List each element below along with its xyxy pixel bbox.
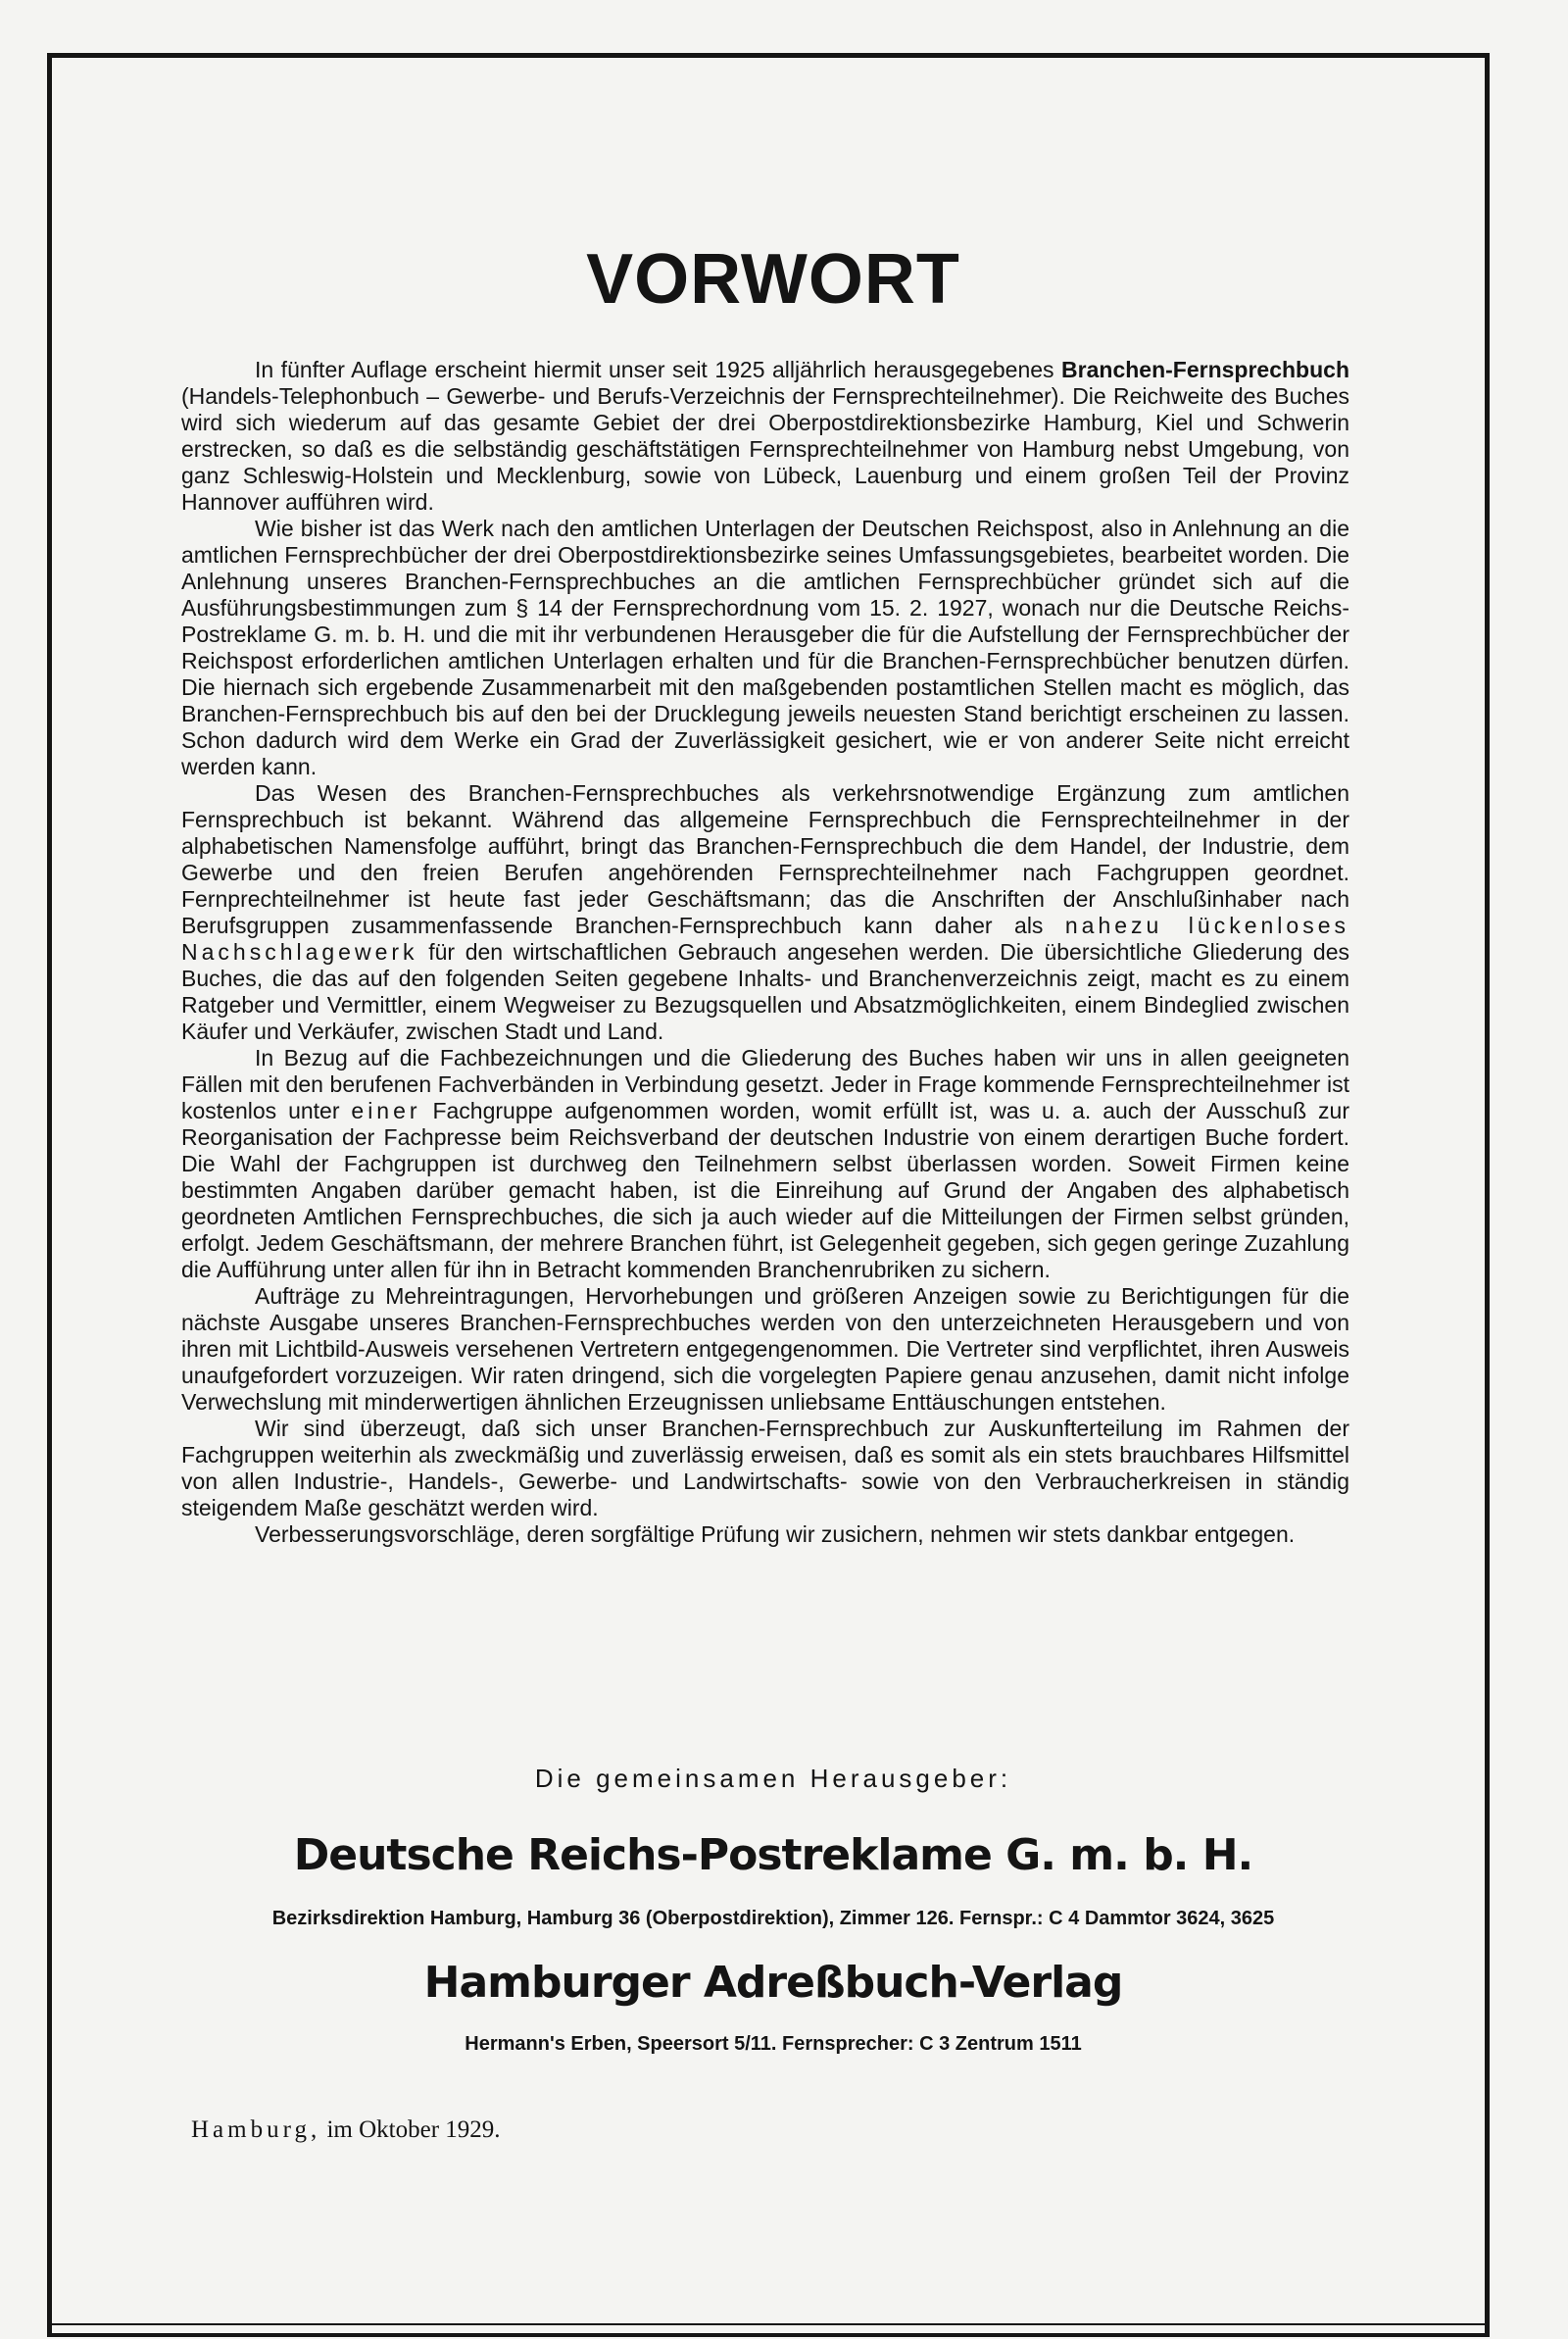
frame-rule-bottom [52,2333,1485,2337]
place-city: Hamburg, [191,2116,321,2143]
book-title-bold: Branchen-Fernsprechbuch [1061,357,1349,382]
paragraph-5: Aufträge zu Mehreintragungen, Hervorhebungen und größeren Anzeigen sowie zu Berichtigungen für die nächste Ausgabe unseres Branchen-Fernsprechbuches werden von den unterzeichneten Herausgebern und von ihren mit Lichtbild-Ausweis versehenen Vertretern entgegengenommen. Die Vertreter sind verpflichtet, ihren Ausweis unaufgefordert vorzuzeigen. Wir raten dringend, sich die vorgelegten Papiere genau anzusehen, damit nicht infolge Verwechslung mit minderwertigen ähnlichen Erzeugnissen unliebsame Enttäuschungen entstehen. [181,1283,1349,1415]
publisher-2-address: Hermann's Erben, Speersort 5/11. Fernsprecher: C 3 Zentrum 1511 [465,2033,1082,2055]
paragraph-3: Das Wesen des Branchen-Fernsprechbuches als verkehrsnotwendige Ergänzung zum amtlichen Fernsprechbuch ist bekannt. Während das allgemeine Fernsprechbuch die Fernsprechteilnehmer in der alphabetischen Namensfolge aufführt, bringt das Branchen-Fernsprechbuch die dem Handel, der Industrie, dem Gewerbe und den freien Berufen angehörenden Fernsprechteilnehmer nach Fachgruppen geordnet. Fernprechteilnehmer ist heute fast jeder Geschäftsmann; das die Anschriften der Anschlußinhaber nach Berufsgruppen zusammenfassende Branchen-Fernsprechbuch kann daher als nahezu lückenloses Nachschlagewerk für den wirtschaftlichen Gebrauch angesehen werden. Die übersichtliche Gliederung des Buches, die das auf den folgenden Seiten gegebene Inhalts- und Branchenverzeichnis zeigt, macht es zu einem Ratgeber und Vermittler, einem Wegweiser zu Bezugsquellen und Absatzmöglichkeiten, einem Bindeglied zwischen Käufer und Verkäufer, zwischen Stadt und Land. [181,780,1349,1044]
closing-date: im Oktober 1929. [326,2116,501,2143]
paragraph-1: In fünfter Auflage erscheint hiermit unser seit 1925 alljährlich herausgegebenes Branchen-Fernsprechbuch (Handels-Telephonbuch – Gewerbe- und Berufs-Verzeichnis der Fernsprechteilnehmer). Die Reichweite des Buches wird sich wiederum auf das gesamte Gebiet der drei Oberpostdirektionsbezirke Hamburg, Kiel und Schwerin erstrecken, so daß es die selbständig geschäftstätigen Fernsprechteilnehmer von Hamburg nebst Umgebung, von ganz Schleswig-Holstein und Mecklenburg, sowie von Lübeck, Lauenburg und einem großen Teil der Provinz Hannover aufführen wird. [181,357,1349,515]
publisher-1-name: Deutsche Reichs-Postreklame G. m. b. H. [293,1830,1253,1880]
publisher-2-name: Hamburger Adreßbuch-Verlag [423,1958,1123,2008]
emphasis-spaced: einer [351,1098,421,1123]
page-frame [47,53,1490,2337]
publisher-1-address: Bezirksdirektion Hamburg, Hamburg 36 (Oberpostdirektion), Zimmer 126. Fernspr.: C 4 Dammtor 3624, 3625 [271,1908,1275,1929]
paragraph-7: Verbesserungsvorschläge, deren sorgfältige Prüfung wir zusichern, nehmen wir stets dankbar entgegen. [255,1521,1296,1547]
publishers-intro: Die gemeinsamen Herausgeber: [534,1764,1012,1793]
paragraph-6: Wir sind überzeugt, daß sich unser Branchen-Fernsprechbuch zur Auskunfterteilung im Rahmen der Fachgruppen weiterhin als zweckmäßig und zuverlässig erweisen, daß es somit als ein stets brauchbares Hilfsmittel von allen Industrie-, Handels-, Gewerbe- und Landwirtschafts- sowie von den Verbraucherkreisen in ständig steigendem Maße geschätzt werden wird. [181,1416,1349,1520]
paragraph-2: Wie bisher ist das Werk nach den amtlichen Unterlagen der Deutschen Reichspost, also in Anlehnung an die amtlichen Fernsprechbücher der drei Oberpostdirektionsbezirke seines Umfassungsgebietes, bearbeitet worden. Die Anlehnung unseres Branchen-Fernsprechbuches an die amtlichen Fernsprechbücher gründet sich auf die Ausführungsbestimmungen zum § 14 der Fernsprechordnung vom 15. 2. 1927, wonach nur die Deutsche Reichs-Postreklame G. m. b. H. und die mit ihr verbundenen Herausgeber die für die Aufstellung der Fernsprechbücher der Reichspost erforderlichen amtlichen Unterlagen erhalten und für die Branchen-Fernsprechbücher benutzen dürfen. Die hiernach sich ergebende Zusammenarbeit mit den maßgebenden postamtlichen Stellen macht es möglich, das Branchen-Fernsprechbuch bis auf den bei der Drucklegung jeweils neuesten Stand berichtigt erscheinen zu lassen. Schon dadurch wird dem Werke ein Grad der Zuverlässigkeit gesichert, wie er von anderer Seite nicht erreicht werden kann. [181,516,1349,779]
preface-body [181,357,1349,1548]
frame-rule-inner [52,2323,1485,2325]
emphasis-spaced: nahezu lückenloses Nachschlagewerk [181,913,1349,965]
page-title: VORWORT [586,240,960,319]
place-date [191,2116,501,2144]
paragraph-4: In Bezug auf die Fachbezeichnungen und die Gliederung des Buches haben wir uns in allen geeigneten Fällen mit den berufenen Fachverbänden in Verbindung gesetzt. Jeder in Frage kommende Fernsprechteilnehmer ist kostenlos unter einer Fachgruppe aufgenommen worden, womit erfüllt ist, was u. a. auch der Ausschuß zur Reorganisation der Fachpresse beim Reichsverband der deutschen Industrie von einem derartigen Buche fordert. Die Wahl der Fachgruppen ist durchweg den Teilnehmern selbst überlassen worden. Soweit Firmen keine bestimmten Angaben darüber gemacht haben, ist die Einreihung auf Grund der Angaben des alphabetisch geordneten Amtlichen Fernsprechbuches, die sich ja auch wieder auf die Mitteilungen der Firmen selbst gründen, erfolgt. Jedem Geschäftsmann, der mehrere Branchen führt, ist Gelegenheit gegeben, sich gegen geringe Zuzahlung die Aufführung unter allen für ihn in Betracht kommenden Branchenrubriken zu sichern. [181,1045,1349,1282]
